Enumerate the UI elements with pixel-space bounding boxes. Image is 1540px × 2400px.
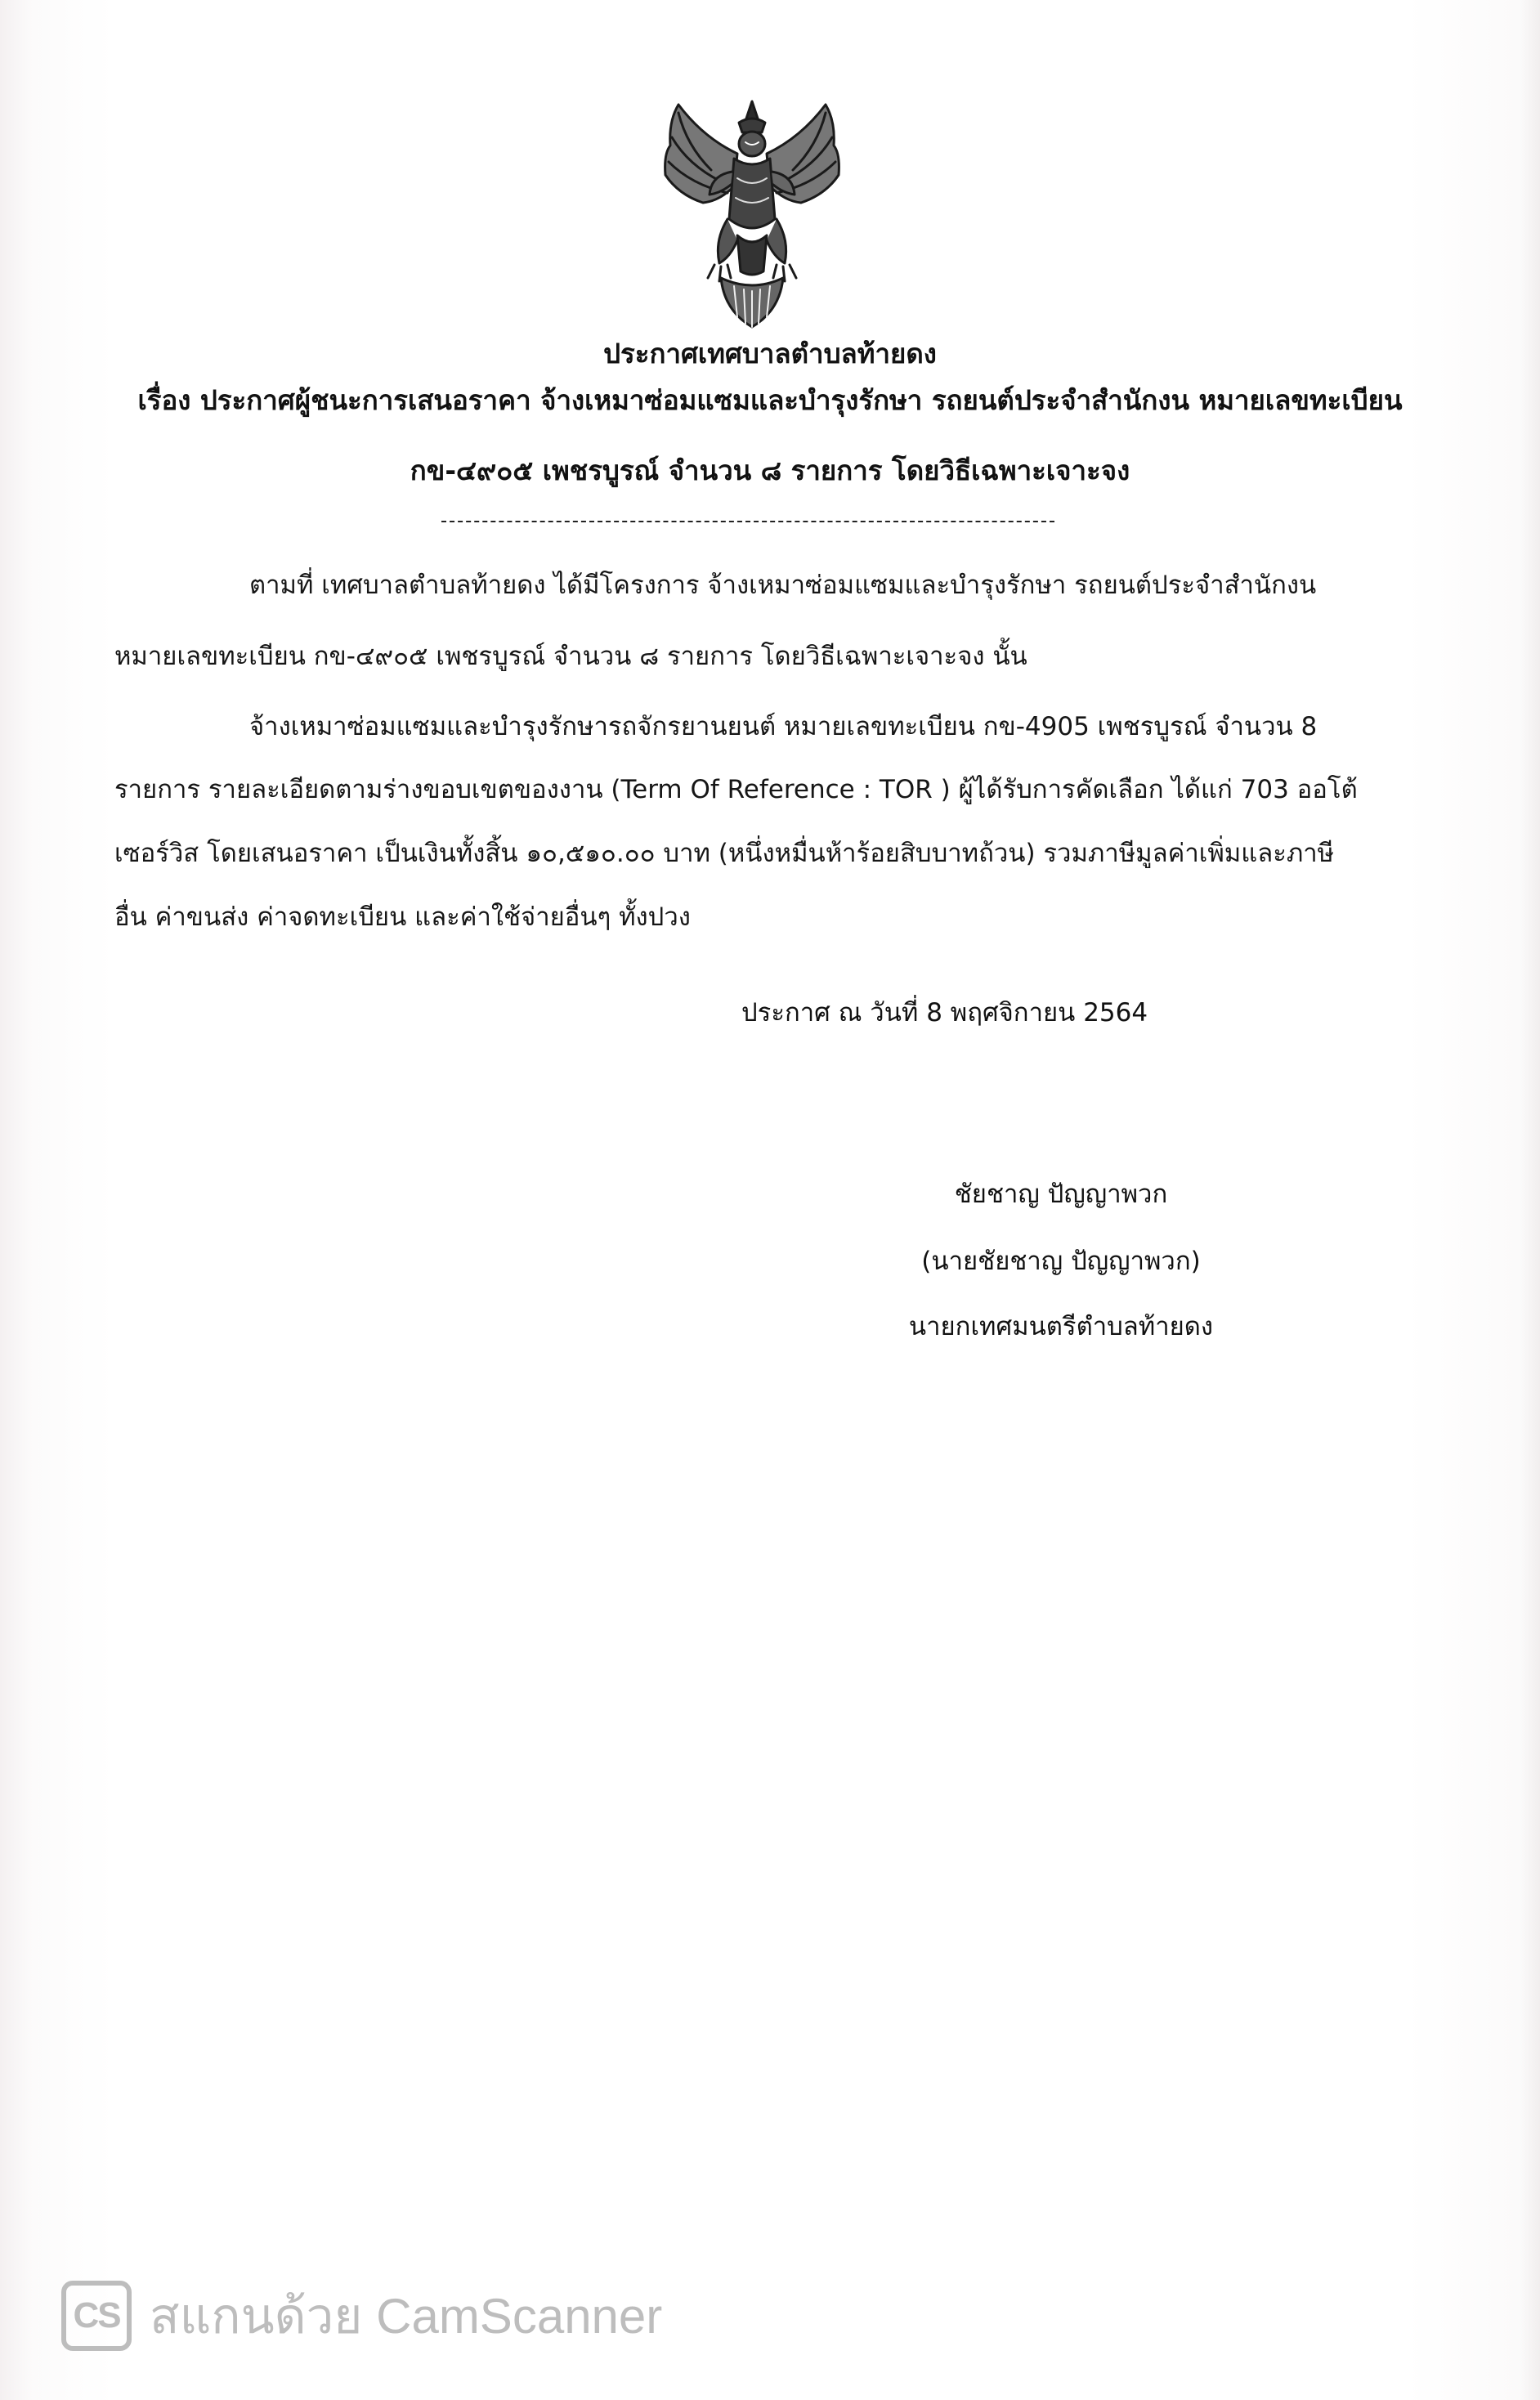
body-line: เซอร์วิส โดยเสนอราคา เป็นเงินทั้งสิ้น ๑๐,๕๑๐.๐๐ บาท (หนึ่งหมื่นห้าร้อยสิบบาทถ้วน) รวมภาษีมูลค่าเพิ่มและภาษี — [114, 839, 1335, 868]
dashed-divider — [441, 521, 1054, 522]
page-title: ประกาศเทศบาลตำบลท้ายดง — [603, 338, 937, 369]
signature-position: นายกเทศมนตรีตำบลท้ายดง — [908, 1312, 1214, 1341]
subject-line-1: เรื่อง ประกาศผู้ชนะการเสนอราคา จ้างเหมาซ่อมแซมและบำรุงรักษา รถยนต์ประจำสำนักงน หมายเลขทะเบียน — [137, 384, 1403, 416]
camscanner-watermark — [61, 2279, 662, 2353]
body-line: ตามที่ เทศบาลตำบลท้ายดง ได้มีโครงการ จ้างเหมาซ่อมแซมและบำรุงรักษา รถยนต์ประจำสำนักงน — [249, 571, 1317, 600]
body-line: อื่น ค่าขนส่ง ค่าจดทะเบียน และค่าใช้จ่ายอื่นๆ ทั้งปวง — [114, 902, 691, 932]
signature-full-name: (นายชัยชาญ ปัญญาพวก) — [921, 1247, 1201, 1276]
garuda-emblem-icon — [646, 96, 858, 334]
announcement-date: ประกาศ ณ วันที่ 8 พฤศจิกายน 2564 — [741, 998, 1148, 1028]
watermark-text: สแกนด้วย CamScanner — [150, 2288, 663, 2344]
camscanner-logo-icon: CS — [61, 2281, 132, 2351]
body-line: จ้างเหมาซ่อมแซมและบำรุงรักษารถจักรยานยนต์ หมายเลขทะเบียน กข-4905 เพชรบูรณ์ จำนวน 8 — [249, 712, 1318, 741]
subject-line-2: กข-๔๙๐๕ เพชรบูรณ์ จำนวน ๘ รายการ โดยวิธีเฉพาะเจาะจง — [410, 454, 1130, 486]
body-line: รายการ รายละเอียดตามร่างขอบเขตของงาน (Term Of Reference : TOR ) ผู้ได้รับการคัดเลือก ได้แก่ 703 ออโต้ — [114, 775, 1358, 804]
body-line: หมายเลขทะเบียน กข-๔๙๐๕ เพชรบูรณ์ จำนวน ๘ รายการ โดยวิธีเฉพาะเจาะจง นั้น — [114, 642, 1027, 671]
signature-name: ชัยชาญ ปัญญาพวก — [954, 1180, 1168, 1209]
